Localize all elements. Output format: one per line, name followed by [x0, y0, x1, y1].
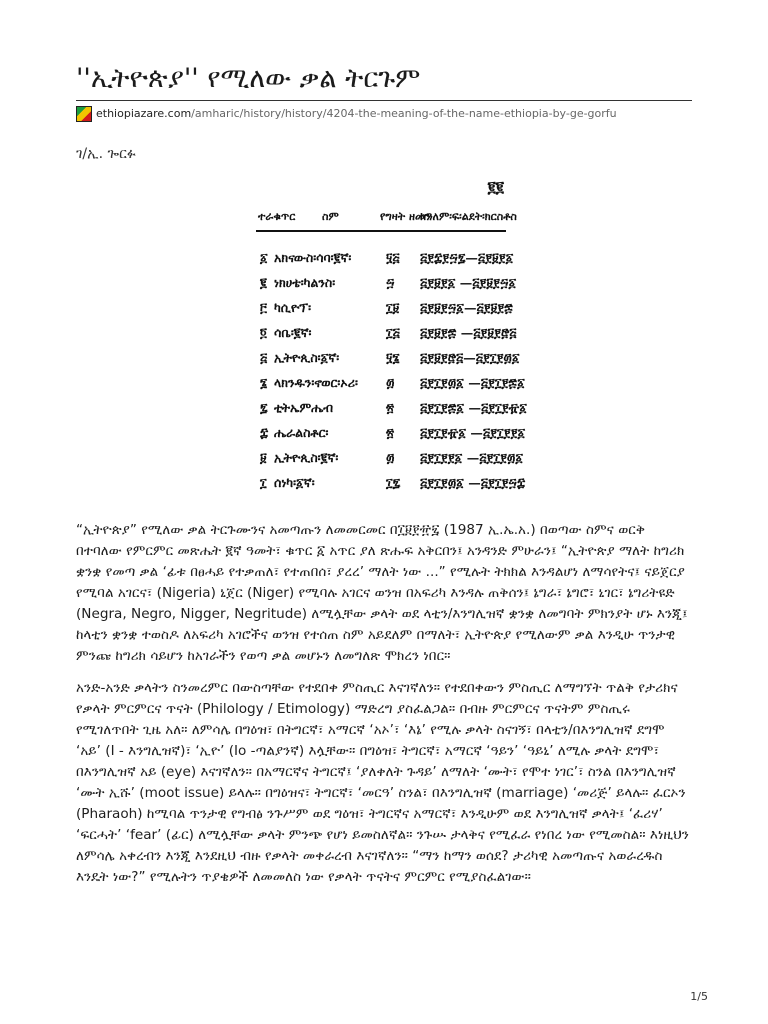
- row-years: ፭፻፰፻፵፯—፭፻፱፻፩: [420, 250, 514, 265]
- table-row: [256, 400, 527, 425]
- row-number: ፫: [260, 300, 267, 315]
- row-number: ፪: [260, 275, 267, 290]
- header-name: ስም: [322, 210, 339, 223]
- row-name: አክናውስ፡ሳባ፡፪ኛ፡: [274, 250, 352, 265]
- row-years: ፭፻፲፻፷፩ —፭፻፲፻፹፩: [420, 400, 527, 415]
- row-reign: ፴: [386, 375, 395, 390]
- header-number: ተራቁጥር: [258, 210, 296, 223]
- table-row: [256, 375, 525, 400]
- row-reign: ፴: [386, 450, 395, 465]
- row-reign: ፳: [386, 400, 395, 415]
- article-title: ''ኢትዮጵያ'' የሚለው ቃል ትርጉም: [76, 63, 421, 94]
- row-number: ፰: [260, 425, 269, 440]
- scan-page-number: ፪፪: [487, 178, 504, 196]
- row-number: ፱: [260, 450, 267, 465]
- row-name: ሰነካ፡፩ኛ፡: [274, 475, 315, 490]
- row-years: ፭፻፲፻፴፩ —፭፻፲፻፵፰: [420, 475, 526, 490]
- header-years: ከዓለም፡ፍ፡ልደት፡ክርስቶስ: [420, 210, 517, 223]
- row-years: ፭፻፲፻፴፩ —፭፻፲፻፷፩: [420, 375, 525, 390]
- row-reign: ፵: [386, 275, 395, 290]
- table-row: [256, 275, 517, 300]
- row-name: ኢትዮጲስ፡፩ኛ፡: [274, 350, 340, 365]
- source-line: [76, 106, 617, 122]
- table-row: [256, 350, 520, 375]
- row-reign: ፲፯: [386, 475, 401, 490]
- header-reign: የግዛት ዘመን: [380, 210, 431, 223]
- row-years: ፭፻፱፻፷ —፭፻፱፻፸፭: [420, 325, 517, 340]
- row-name: ነክሀቴ፡ካልንስ፡: [274, 275, 336, 290]
- table-row: [256, 475, 526, 500]
- table-row: [256, 250, 514, 275]
- row-name: ሳቤ፡፪ኛ፡: [274, 325, 312, 340]
- site-logo-icon: [76, 106, 92, 122]
- author-byline: ገ/ኢ. ጐርፉ: [76, 146, 136, 162]
- scan-table-header: [256, 210, 517, 232]
- table-row: [256, 450, 524, 475]
- scanned-kings-table: [256, 172, 527, 512]
- scan-header-rule: [256, 230, 506, 232]
- row-name: ኢትዮጲስ፡፪ኛ፡: [274, 450, 339, 465]
- row-reign: ፶፭: [386, 250, 400, 265]
- body-paragraph: አንድ-አንድ ቃላትን ስንመረምር በውስጣቸው የተደበቀ ምስጢር እናገኛለን። የተደበቀውን ምስጢር ለማግኘት ጥልቅ የታሪክና የቃላት ምርምርና ጥናት (Philology / Etimology) ማድረግ ያስፈልጋል። በብዙ ምርምርና ጥናትም ምስጢሩ የሚገለጥበት ጊዜ አለ። ለምሳሌ በግዕዝ፣ በትግርኛ፣ አማርኛ ‘አኦ’፣ ‘እኔ’ የሚሉ ቃላት ስናገኝ፣ በላቲን/በእንግሊዝኛ ደግሞ ‘አይ’ (I - እንግሊዝኛ)፣ ‘ኢዮ’ (Io -ጣልያንኛ) እሏቸው። በግዕዝ፣ ትግርኛ፣ አማርኛ ‘ዓይን’ ‘ዓይኒ’ ለሚሉ ቃላት ደግሞ፣ በእንግሊዝኛ አይ (eye) እናገኛለን። በአማርኛና ትግርኛ፤ ‘ያለቀለት ጉዳይ’ ለማለት ‘ሙት፣ የሞተ ነገር’፣ ስንል በእንግሊዝኛ ‘ሙት ኢሹ’ (moot issue) ይላሉ። በግዕዝና፣ ትግርኛ፣ ‘መርዓ’ ስንል፣ በእንግሊዝኛ (marriage) ‘መሪጅ’ ይላሉ። ፈርኦን (Pharaoh) ከሚባል ጥንታዊ የግብፅ ንጉሥም ወደ ግዕዝ፣ ትግርኛና አማርኛ፣ እንዲሁም ወደ እንግሊዝኛ ቃላት፤ ‘ፈሪሃ’ ‘ፍርሓት’ ‘fear’ (ፊር) ለሚሏቸው ቃላት ምንጭ የሆነ ይመስለኛል። ንጉሡ ታላቅና የሚፈራ የነበረ ነው የሚመስል። እነዚህን ለምሳሌ አቀረብን እንጂ እንደዚህ ብዙ የቃላት መቀራረብ እናገኛለን። “ማን ከማን ወሰደ? ታሪካዊ አመጣጡና አወራረዱስ እንዴት ነው?” የሚሉትን ጥያቄዎች ለመመለስ ነው የቃላት ጥናትና ምርምር የሚያስፈልገው።: [76, 680, 689, 885]
- row-number: ፮: [260, 375, 268, 390]
- row-years: ፭፻፱፻፸፭—፭፻፲፻፴፩: [420, 350, 520, 365]
- row-reign: ፶፮: [386, 350, 400, 365]
- row-number: ፲: [260, 475, 267, 490]
- row-years: ፭፻፲፻፻፩ —፭፻፲፻፴፩: [420, 450, 524, 465]
- row-years: ፭፻፱፻፵፩—፭፻፱፻፷: [420, 300, 513, 315]
- table-row: [256, 300, 514, 325]
- scan-table-rows: [256, 250, 527, 500]
- row-name: ቲትኤምሔብ: [274, 400, 334, 415]
- row-number: ፯: [260, 400, 268, 415]
- table-row: [256, 325, 517, 350]
- row-name: ሔራልስቶር፡: [274, 425, 329, 440]
- row-number: ፭: [260, 350, 268, 365]
- body-paragraph: “ኢትዮጵያ” የሚለው ቃል ትርጉሙንና አመጣጡን ለመመርመር በ፲፱፻፹፯ (1987 ኢ.ኤ.አ.) በወጣው ስምና ወርቅ በተባለው የምርምር መጽሔት ፪ኛ ዓመት፣ ቁጥር ፩ አጥር ያለ ጽሑፍ አቅርበን፤ አንዳንድ ምሁራን፤ “ኢትዮጵያ ማለት ከግሪክ ቋንቋ የመጣ ቃል ‘ፊቱ በፀሓይ የተቃጠለ፣ የተጠበሰ፣ ያረረ’ ማለት ነው ...” የሚሉት ትክክል እንዳልሆነ ለማሳየትና፤ ናይጀርያ የሚባል አገርና፣ (Nigeria) ኒጀር (Niger) የሚባሉ አገርና ወንዝ በአፍሪካ እንዳሉ ጠቅሰን፤ ኔግራ፣ ኔግሮ፣ ኒገር፣ ኔግሪትዩድ (Negra, Negro, Nigger, Negritude) ለሚሏቸው ቃላት ወደ ላቲን/እንግሊዝኛ ቋንቋ ለመግባት ምክንያት ሆኑ እንጂ፤ ከላቲን ቋንቋ ተወስዶ ለአፍሪካ አገሮችና ወንዝ የተሰጠ ስም አይደለም በማለት፣ ኢትዮጵያ የሚለውም ቃል እንዲሁ ጥንታዊ ምንጩ ከግሪክ ሳይሆን ከአገራችን የወጣ ቃል መሆኑን ለመግለጽ ሞክረን ነበር።: [76, 522, 688, 664]
- article-body: [76, 520, 692, 899]
- table-row: [256, 425, 526, 450]
- source-path[interactable]: /amharic/history/history/4204-the-meaning-of-the-name-ethiopia-by-ge-gorfu: [191, 107, 617, 120]
- row-name: ላክንዱን፡ኖወር፡ኦሪ፡: [274, 375, 358, 390]
- row-reign: ፳: [386, 425, 395, 440]
- row-reign: ፲፭: [386, 325, 400, 340]
- page-indicator: 1/5: [690, 990, 708, 1003]
- title-divider: [76, 100, 692, 101]
- row-number: ፩: [260, 250, 268, 265]
- row-years: ፭፻፲፻፹፩ —፭፻፲፻፻፩: [420, 425, 526, 440]
- row-name: ካሲዮፕ፡: [274, 300, 312, 315]
- row-years: ፭፻፱፻፩ —፭፻፱፻፵፩: [420, 275, 517, 290]
- source-domain[interactable]: ethiopiazare.com: [96, 107, 192, 120]
- row-reign: ፲፱: [386, 300, 400, 315]
- row-number: ፬: [260, 325, 267, 340]
